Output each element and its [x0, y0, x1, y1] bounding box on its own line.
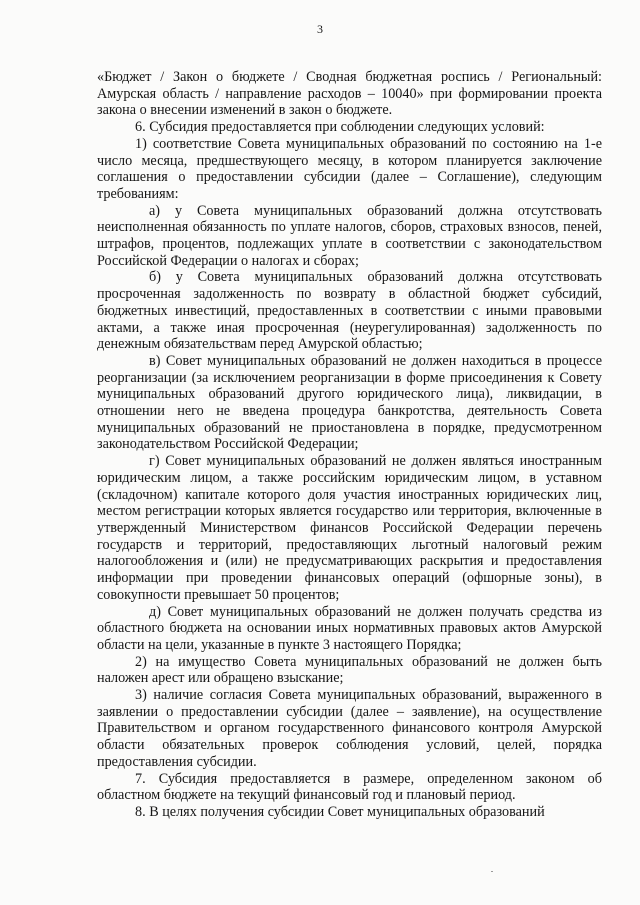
- paragraph-condition-3: 3) наличие согласия Совета муниципальных образований, выраженного в заявлении о предоставлении субсидии (далее – заявление), на осуществление Правительством и органом государственного финансового контроля Амурской области обязательных проверок соблюдения условий, целей, порядка предоставления субсидии.: [97, 687, 602, 770]
- paragraph-budget-classification: «Бюджет / Закон о бюджете / Сводная бюджетная роспись / Региональный: Амурская область / направление расходов – 10040» при формировании проекта закона о внесении изменений в закон о бюджете.: [97, 69, 602, 119]
- paragraph-requirement-g: г) Совет муниципальных образований не должен являться иностранным юридическим лицом, а также российским юридическим лицом, в уставном (складочном) капитале которого доля участия иностранных юридических лиц, местом регистрации которых является государство или территория, включенные в утвержденный Министерством финансов Российской Федерации перечень государств и территорий, предоставляющих льготный налоговый режим налогообложения и (или) не предусматривающих раскрытия и предоставления информации при проведении финансовых операций (офшорные зоны), в совокупности превышает 50 процентов;: [97, 453, 602, 603]
- paragraph-clause-7: 7. Субсидия предоставляется в размере, определенном законом об областном бюджете на текущий финансовый год и плановый период.: [97, 770, 602, 804]
- paragraph-requirement-v: в) Совет муниципальных образований не должен находиться в процессе реорганизации (за исключением реорганизации в форме присоединения к Совету муниципальных образований другого юридического лица), ликвидации, в отношении него не введена процедура банкротства, деятельность Совета муниципальных образований не приостановлена в порядке, предусмотренном законодательством Российской Федерации;: [97, 352, 602, 453]
- paragraph-requirement-d: д) Совет муниципальных образований не должен получать средства из областного бюджета на основании иных нормативных правовых актов Амурской области на цели, указанные в пункте 3 настоящего Порядка;: [97, 603, 602, 653]
- scan-speck: [491, 871, 493, 872]
- document-body: [97, 69, 602, 821]
- paragraph-condition-2: 2) на имущество Совета муниципальных образований не должен быть наложен арест или обращено взыскание;: [97, 653, 602, 687]
- paragraph-clause-6: 6. Субсидия предоставляется при соблюдении следующих условий:: [135, 119, 545, 136]
- paragraph-clause-8: 8. В целях получения субсидии Совет муниципальных образований: [135, 803, 545, 820]
- page-number: 3: [317, 22, 323, 36]
- paragraph-requirement-b: б) у Совета муниципальных образований должна отсутствовать просроченная задолженность по возврату в областной бюджет субсидий, бюджетных инвестиций, предоставленных в соответствии с иными правовыми актами, а также иная просроченная (неурегулированная) задолженность по денежным обязательствам перед Амурской областью;: [97, 269, 602, 353]
- paragraph-condition-1: 1) соответствие Совета муниципальных образований по состоянию на 1-е число месяца, предшествующего месяцу, в котором планируется заключение соглашения о предоставлении субсидии (далее – Соглашение), следующим требованиям:: [97, 135, 602, 202]
- paragraph-requirement-a: а) у Совета муниципальных образований должна отсутствовать неисполненная обязанность по уплате налогов, сборов, страховых взносов, пеней, штрафов, процентов, подлежащих уплате в соответствии с законодательством Российской Федерации о налогах и сборах;: [97, 202, 602, 269]
